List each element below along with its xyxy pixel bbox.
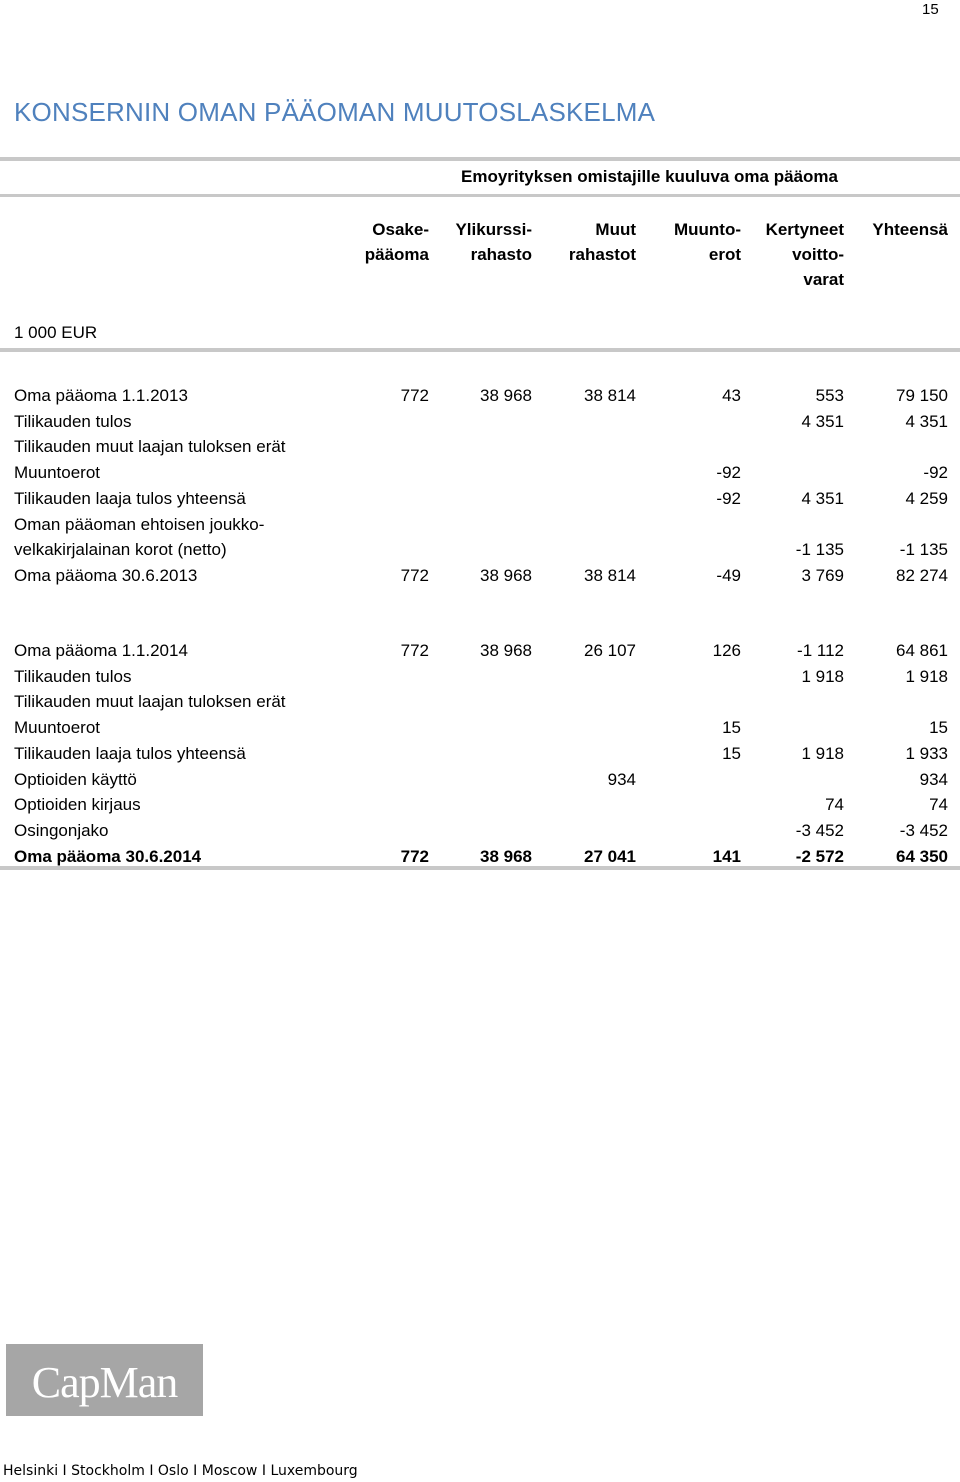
table-row [0,715,960,740]
table-row [0,460,960,485]
table-row [0,818,960,843]
table-row [0,664,960,689]
footer-separator: I [149,1463,154,1479]
row-label: Optioiden kirjaus [14,795,141,815]
footer-location: Luxembourg [270,1463,358,1479]
page-title: KONSERNIN OMAN PÄÄOMAN MUUTOSLASKELMA [14,97,656,127]
row-label: Tilikauden tulos [14,411,132,431]
footer-location: Helsinki [3,1463,59,1479]
table-cell: 1 918 [801,666,844,686]
table-cell: 553 [815,386,844,405]
table-cell: 64 861 [896,641,948,660]
table-row [0,792,960,817]
table-cell: -1 135 [899,540,948,560]
table-cell: 4 351 [801,411,844,431]
column-header-line: Yhteensä [872,220,948,239]
table-row [0,844,960,869]
column-header-line: Muunto- [673,220,741,239]
table-cell: 772 [400,565,429,585]
column-header-share-premium [455,217,532,267]
table-cell: 1 918 [905,666,948,686]
table-row [0,741,960,766]
table-cell: 74 [825,795,844,815]
footer-locations [3,1463,358,1479]
column-header-translation-differences [674,217,741,267]
table-cell: 38 968 [480,846,532,866]
table-cell: 64 350 [896,846,948,866]
table-cell: -1 112 [797,641,844,660]
table-cell: 26 107 [584,641,636,660]
table-cell: 934 [607,769,636,789]
column-header-line: pääoma [364,245,429,264]
row-label: Tilikauden muut laajan tuloksen erät [14,692,286,712]
column-header-line: rahastot [568,245,636,264]
table-cell: 74 [929,795,948,815]
table-row [0,537,960,562]
table-cell: 79 150 [896,386,948,405]
footer-location: Stockholm [71,1463,145,1479]
page-number: 15 [922,1,939,18]
row-label: velkakirjalainan korot (netto) [14,540,227,560]
table-cell: 1 933 [905,743,948,763]
row-label: Tilikauden muut laajan tuloksen erät [14,437,286,457]
table-cell: -92 [923,463,948,483]
table-cell: -92 [716,488,741,508]
row-label: Oma pääoma 1.1.2013 [14,386,188,405]
table-cell: 38 968 [480,641,532,660]
row-label: Muuntoerot [14,718,100,738]
table-cell: 38 814 [584,565,636,585]
table-cell: 772 [400,641,429,660]
table-cell: 4 259 [905,488,948,508]
table-cell: 1 918 [801,743,844,763]
row-label: Tilikauden laaja tulos yhteensä [14,488,246,508]
unit-label: 1 000 EUR [14,323,98,342]
table-cell: 772 [400,846,429,866]
table-cell: -3 452 [795,820,844,840]
table-cell: 126 [712,641,741,660]
group-header: Emoyrityksen omistajille kuuluva oma pääoma [461,167,838,186]
table-cell: 27 041 [584,846,636,866]
column-header-line: Muut [595,220,636,239]
top-divider [0,157,960,161]
table-row [0,512,960,537]
table-cell: 38 968 [480,386,532,405]
table-cell: 15 [929,718,948,738]
column-header-line: Osake- [372,220,429,239]
row-label: Osingonjako [14,820,109,840]
footer-location: Oslo [157,1463,189,1479]
row-label: Oma pääoma 1.1.2014 [14,641,188,660]
table-cell: 934 [919,769,948,789]
footer-separator: I [193,1463,198,1479]
table-cell: 38 968 [480,565,532,585]
row-label: Oma pääoma 30.6.2013 [14,565,198,585]
table-cell: -92 [716,463,741,483]
table-row [0,434,960,459]
table-cell: 4 351 [905,411,948,431]
column-header-line: rahasto [470,245,532,264]
table-cell: -49 [716,565,741,585]
row-label: Muuntoerot [14,463,100,483]
table-row [0,486,960,511]
column-header-line: varat [803,270,844,289]
column-header-line: Kertyneet [765,220,844,239]
table-cell: 82 274 [896,565,948,585]
row-label: Oma pääoma 30.6.2014 [14,846,202,866]
table-row [0,409,960,434]
table-row [0,563,960,588]
column-header-line: Ylikurssi- [455,220,532,239]
row-label: Oman pääoman ehtoisen joukko- [14,514,265,534]
table-cell: 141 [712,846,741,866]
header-divider [0,348,960,352]
row-label: Optioiden käyttö [14,769,137,789]
footer-separator: I [62,1463,67,1479]
capman-logo [6,1344,203,1416]
footer-location: Moscow [201,1463,258,1479]
column-header-share-capital [365,217,429,267]
table-row [0,383,960,408]
column-header-total [872,217,948,242]
column-header-line: voitto- [792,245,844,264]
logo-text: CapMan [31,1358,178,1407]
row-label: Tilikauden tulos [14,666,132,686]
table-cell: 3 769 [801,565,844,585]
table-row [0,767,960,792]
table-cell: -2 572 [795,846,844,866]
table-cell: 38 814 [584,386,636,405]
table-cell: 43 [722,386,741,405]
table-cell: 772 [400,386,429,405]
table-cell: -3 452 [899,820,948,840]
column-header-other-reserves [569,217,636,267]
table-cell: 15 [722,718,741,738]
table-row [0,638,960,663]
column-header-retained-earnings [766,217,844,292]
column-header-line: erot [708,245,741,264]
table-row [0,689,960,714]
group-divider [0,194,960,197]
table-cell: 4 351 [801,488,844,508]
row-label: Tilikauden laaja tulos yhteensä [14,743,246,763]
table-cell: 15 [722,743,741,763]
table-cell: -1 135 [795,540,844,560]
footer-separator: I [261,1463,266,1479]
